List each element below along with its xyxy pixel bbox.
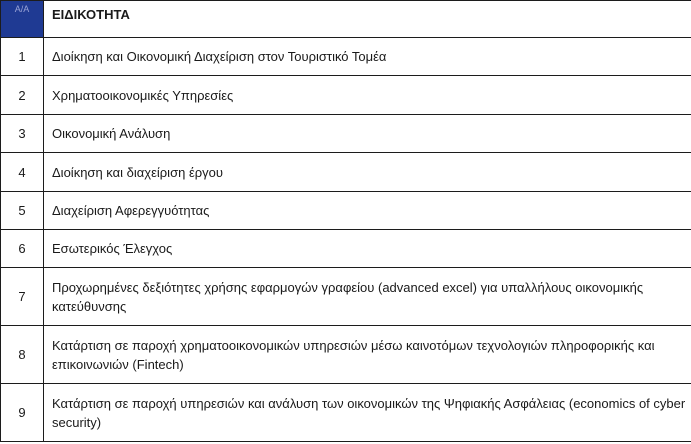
table-row [1, 115, 691, 153]
row-specialty: Εσωτερικός Έλεγχος [44, 230, 691, 268]
table-header-row [1, 1, 691, 38]
table-row [1, 326, 691, 384]
column-header-specialty: ΕΙΔΙΚΟΤΗΤΑ [44, 1, 691, 38]
row-specialty: Διοίκηση και διαχείριση έργου [44, 153, 691, 192]
row-number: 5 [1, 192, 44, 230]
row-number: 2 [1, 76, 44, 115]
row-number: 4 [1, 153, 44, 192]
row-number: 1 [1, 38, 44, 76]
table-row [1, 384, 691, 442]
table-row [1, 230, 691, 268]
row-specialty: Κατάρτιση σε παροχή χρηματοοικονομικών υπηρεσιών μέσω καινοτόμων τεχνολογιών πληροφορικής και επικοινωνιών (Fintech) [44, 326, 691, 384]
row-specialty: Οικονομική Ανάλυση [44, 115, 691, 153]
table-row [1, 268, 691, 326]
row-specialty: Κατάρτιση σε παροχή υπηρεσιών και ανάλυση των οικονομικών της Ψηφιακής Ασφάλειας (economics of cyber security) [44, 384, 691, 442]
row-specialty: Διοίκηση και Οικονομική Διαχείριση στον Τουριστικό Τομέα [44, 38, 691, 76]
table-row [1, 192, 691, 230]
column-header-number: Α/Α [1, 1, 44, 38]
row-number: 3 [1, 115, 44, 153]
row-number: 8 [1, 326, 44, 384]
row-number: 7 [1, 268, 44, 326]
row-specialty: Χρηματοοικονομικές Υπηρεσίες [44, 76, 691, 115]
table-row [1, 153, 691, 192]
table-row [1, 38, 691, 76]
row-number: 6 [1, 230, 44, 268]
row-specialty: Διαχείριση Αφερεγγυότητας [44, 192, 691, 230]
row-number: 9 [1, 384, 44, 442]
row-specialty: Προχωρημένες δεξιότητες χρήσης εφαρμογών γραφείου (advanced excel) για υπαλλήλους οικονομικής κατεύθυνσης [44, 268, 691, 326]
table-row [1, 76, 691, 115]
